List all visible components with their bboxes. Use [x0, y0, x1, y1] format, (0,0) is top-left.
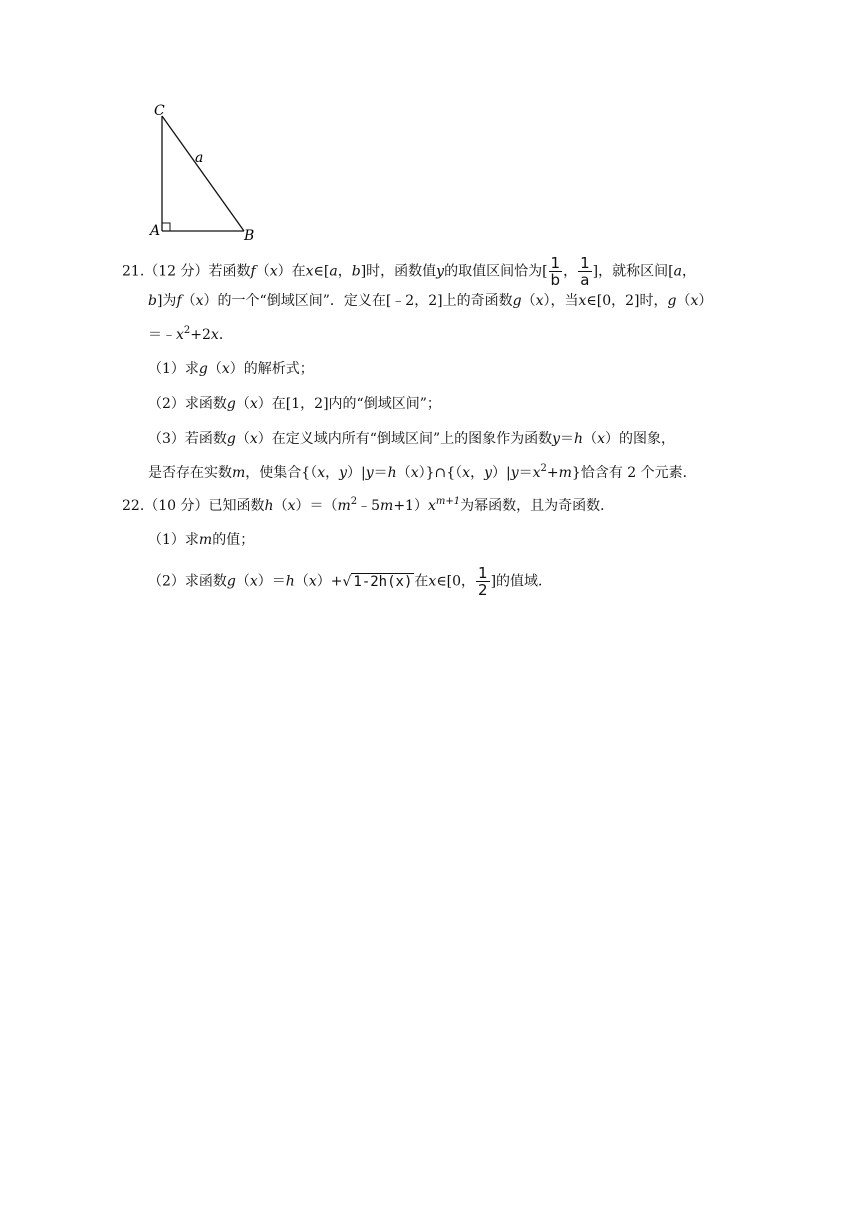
q22-sub1 [148, 530, 254, 550]
text-fragment: （2）求函数 [148, 396, 227, 412]
q21-sub2 [148, 394, 441, 414]
fraction-one-over-b [549, 255, 563, 288]
text-fragment: ＝ [373, 465, 388, 481]
text-fragment: m [558, 465, 572, 481]
text-fragment: x [305, 263, 314, 280]
text-fragment: ]的值域． [490, 573, 553, 590]
text-fragment: x [249, 396, 258, 412]
text-fragment: 2 [478, 581, 488, 599]
text-fragment: g [226, 573, 236, 590]
text-fragment: （2）求函数 [148, 573, 227, 590]
text-fragment: 在 [414, 573, 429, 590]
text-fragment: （ [396, 465, 411, 481]
text-fragment: 2 [183, 325, 191, 336]
q21-sub3-cont [148, 463, 697, 483]
text-fragment: ﹣5 [357, 498, 381, 514]
text-fragment: ）}∩{（ [418, 465, 463, 481]
text-fragment: ， [325, 465, 340, 481]
text-fragment: 21.（12 分）若函数 [122, 263, 251, 280]
right-triangle-figure [140, 96, 270, 246]
text-fragment: m [337, 498, 351, 514]
text-fragment: x [428, 573, 437, 590]
text-fragment: ∈[0， [436, 573, 476, 590]
right-angle-marker [162, 223, 170, 231]
text-fragment: + [546, 465, 559, 481]
text-fragment: 的取值区间恰为[ [444, 263, 548, 280]
text-fragment: （ [235, 431, 250, 447]
text-fragment: b [550, 271, 561, 289]
triangle-diagram [140, 96, 270, 246]
text-fragment: x [427, 498, 436, 514]
text-fragment: （ [181, 293, 196, 309]
text-fragment: h [387, 465, 397, 481]
text-fragment: ）| [491, 465, 511, 481]
text-fragment: x [532, 465, 541, 481]
text-fragment: 1 [550, 254, 561, 272]
q22-line1 [122, 496, 614, 516]
text-fragment: b [351, 263, 361, 280]
text-fragment: 2 [350, 496, 358, 507]
text-fragment: ，使集合{（ [245, 465, 318, 481]
text-fragment: x [249, 573, 258, 590]
text-fragment: y [436, 263, 445, 280]
text-fragment: ）的一个“倒域区间”．定义在[﹣2，2]上的奇函数 [203, 293, 513, 309]
text-fragment: m [380, 498, 394, 514]
text-fragment: x [462, 465, 471, 481]
text-fragment: x [308, 573, 317, 590]
text-fragment: x [690, 293, 699, 309]
text-fragment: x [221, 361, 230, 377]
text-fragment: m [198, 532, 213, 548]
text-fragment: ）的图象， [604, 431, 675, 447]
text-fragment: g [226, 396, 236, 412]
text-fragment: x [317, 465, 326, 481]
text-fragment: 为幂函数，且为奇函数． [460, 498, 615, 514]
text-fragment: （1）求 [148, 532, 199, 548]
text-fragment: g [667, 293, 677, 309]
text-fragment: h [574, 431, 584, 447]
vertex-label-a: A [150, 223, 161, 239]
text-fragment: （ [255, 263, 270, 280]
text-fragment: （ [273, 498, 288, 514]
text-fragment: ）+ [316, 573, 343, 590]
text-fragment: （ [235, 573, 250, 590]
text-fragment: 1 [478, 564, 488, 582]
vertex-label-b: B [244, 228, 255, 244]
square-root-expression [342, 572, 414, 592]
text-fragment: ＝ [518, 465, 533, 481]
text-fragment: ， [563, 263, 578, 280]
text-fragment: ） [698, 293, 713, 309]
q21-line3 [148, 325, 233, 345]
text-fragment: （ [583, 431, 598, 447]
text-fragment: a [673, 263, 682, 280]
text-fragment: ＝ [560, 431, 575, 447]
text-fragment: b [148, 293, 157, 309]
text-fragment: }恰含有 2 个元素． [571, 465, 697, 481]
text-fragment: 2 [540, 463, 547, 474]
text-fragment: ， [681, 263, 696, 280]
text-fragment: ）＝ [257, 573, 286, 590]
text-fragment: （ [676, 293, 691, 309]
q21-sub3 [148, 429, 675, 449]
text-fragment: x [597, 431, 605, 447]
text-fragment: m [232, 465, 246, 481]
text-fragment: ），当 [543, 293, 579, 309]
text-fragment: ∈[ [313, 263, 330, 280]
text-fragment: 是否存在实数 [148, 465, 232, 481]
text-fragment: y [510, 465, 519, 481]
text-fragment: ， [470, 465, 485, 481]
text-fragment: +2 [190, 327, 211, 343]
vertex-label-c: C [154, 103, 165, 119]
text-fragment: a [329, 263, 338, 280]
text-fragment: ， [337, 263, 352, 280]
text-fragment: 1 [580, 254, 590, 272]
text-fragment: x [249, 431, 258, 447]
text-fragment: ）＝（ [295, 498, 338, 514]
text-fragment: a [580, 271, 590, 289]
side-label-a: a [195, 150, 204, 166]
text-fragment: x [578, 293, 587, 309]
text-fragment: ∈[0，2]时， [586, 293, 668, 309]
text-fragment: +1） [393, 498, 428, 514]
q22-sub2 [148, 565, 552, 598]
text-fragment: （ [207, 361, 222, 377]
text-fragment: h [285, 573, 295, 590]
text-fragment: （ [294, 573, 309, 590]
side-bc [162, 116, 244, 231]
text-fragment: √ [342, 573, 352, 590]
text-fragment: 22.（10 分）已知函数 [122, 498, 265, 514]
text-fragment: g [512, 293, 522, 309]
text-fragment: ）在 [277, 263, 306, 280]
text-fragment: g [198, 361, 208, 377]
text-fragment: ）在[1，2]内的“倒域区间”； [257, 396, 441, 412]
text-fragment: （ [235, 396, 250, 412]
fraction-one-over-a [578, 255, 592, 288]
q21-sub1 [148, 359, 314, 379]
text-fragment: ）| [347, 465, 366, 481]
text-fragment: y [552, 431, 561, 447]
text-fragment: x [535, 293, 544, 309]
text-fragment: m+1 [435, 496, 461, 507]
fraction-one-half [476, 565, 490, 598]
text-fragment: （3）若函数 [148, 431, 227, 447]
text-fragment: ]为 [156, 293, 177, 309]
text-fragment: ． [218, 327, 233, 343]
text-fragment: y [365, 465, 374, 481]
text-fragment: ）的解析式； [229, 361, 314, 377]
text-fragment: x [269, 263, 278, 280]
text-fragment: x [410, 465, 419, 481]
text-fragment: 的值； [212, 532, 255, 548]
text-fragment: f [250, 263, 256, 280]
text-fragment: f [176, 293, 182, 309]
text-fragment: x [176, 327, 184, 343]
text-fragment: y [339, 465, 348, 481]
q21-line2 [148, 291, 712, 311]
text-fragment: g [226, 431, 236, 447]
text-fragment: x [287, 498, 296, 514]
text-fragment: ]时，函数值 [360, 263, 437, 280]
text-fragment: h [264, 498, 274, 514]
text-fragment: ]，就称区间[ [592, 263, 674, 280]
text-fragment: x [195, 293, 204, 309]
text-fragment: x [210, 327, 219, 343]
q21-line1 [122, 255, 696, 288]
text-fragment: （ [521, 293, 536, 309]
text-fragment: y [484, 465, 492, 481]
text-fragment: 1-2h(x) [353, 573, 413, 590]
text-fragment: ）在定义域内所有“倒域区间”上的图象作为函数 [257, 431, 553, 447]
text-fragment: （1）求 [148, 361, 199, 377]
text-fragment: ＝﹣ [148, 327, 176, 343]
